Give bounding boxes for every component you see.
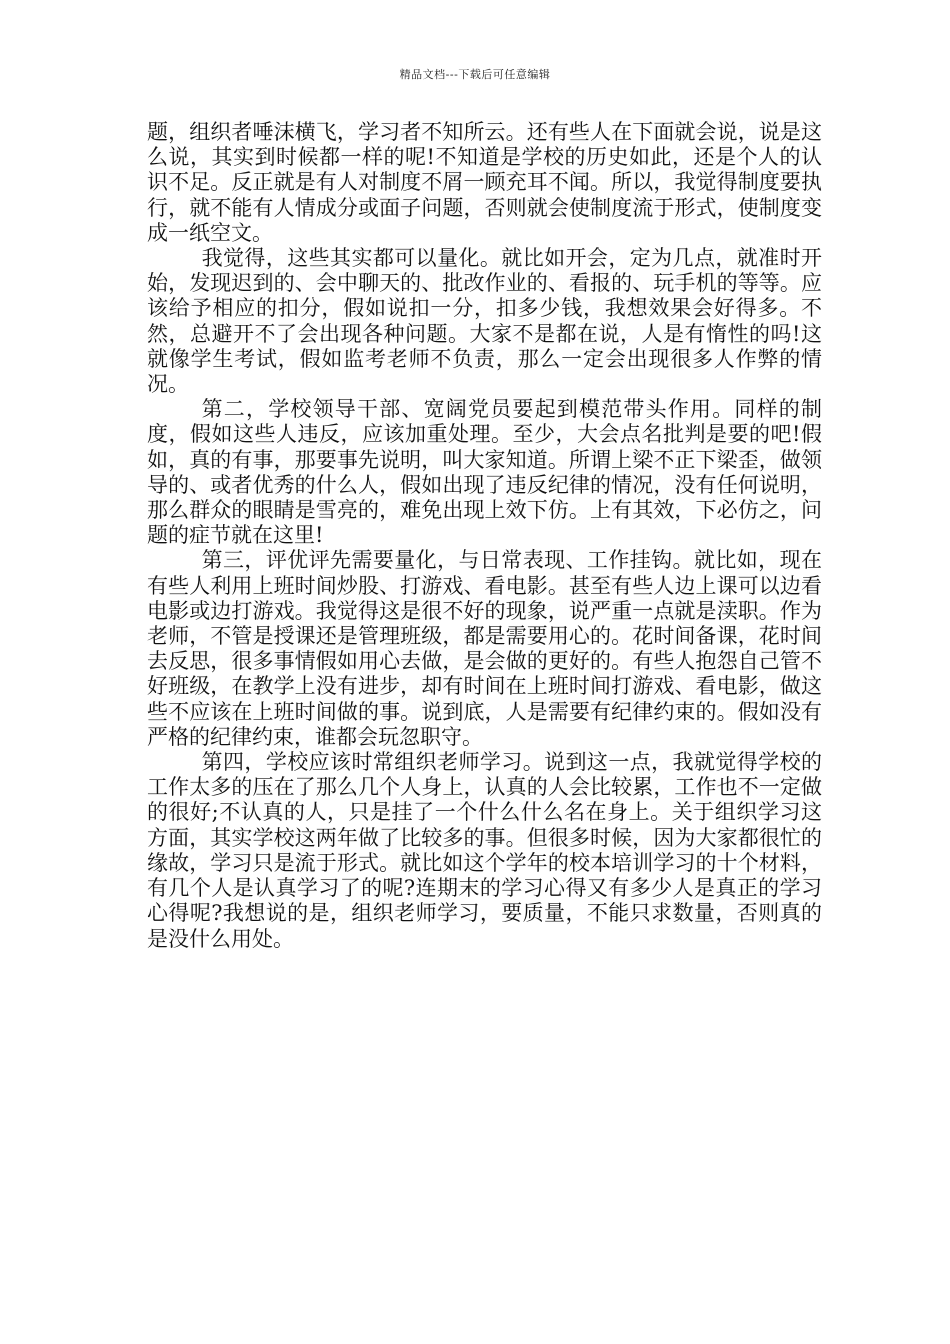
paragraph-quantify: 我觉得，这些其实都可以量化。就比如开会，定为几点，就准时开始，发现迟到的、会中聊天的、批改作业的、看报的、玩手机的等等。应该给予相应的扣分，假如说扣一分，扣多少钱，我想效果会好得多。不然，总避开不了会出现各种问题。大家不是都在说，人是有惰性的吗!这就像学生考试，假如监考老师不负责，那么一定会出现很多人作弊的情况。	[147, 246, 822, 397]
running-header: 精品文档---下载后可任意编辑	[399, 68, 551, 81]
paragraph-point-two: 第二，学校领导干部、宽阔党员要起到模范带头作用。同样的制度，假如这些人违反，应该加重处理。至少，大会点名批判是要的吧!假如，真的有事，那要事先说明，叫大家知道。所谓上梁不正下梁歪，做领导的、或者优秀的什么人，假如出现了违反纪律的情况，没有任何说明，那么群众的眼睛是雪亮的，难免出现上效下仿。上有其效，下必仿之，问题的症节就在这里!	[147, 397, 822, 548]
document-body	[147, 120, 822, 952]
paragraph-point-four: 第四，学校应该时常组织老师学习。说到这一点，我就觉得学校的工作太多的压在了那么几个人身上，认真的人会比较累，工作也不一定做的很好;不认真的人，只是挂了一个什么什么名在身上。关于组织学习这方面，其实学校这两年做了比较多的事。但很多时候，因为大家都很忙的缘故，学习只是流于形式。就比如这个学年的校本培训学习的十个材料，有几个人是认真学习了的呢?连期末的学习心得又有多少人是真正的学习心得呢?我想说的是，组织老师学习，要质量，不能只求数量，否则真的是没什么用处。	[147, 750, 822, 951]
paragraph-continuation: 题，组织者唾沫横飞，学习者不知所云。还有些人在下面就会说，说是这么说，其实到时候都一样的呢!不知道是学校的历史如此，还是个人的认识不足。反正就是有人对制度不屑一顾充耳不闻。所以，我觉得制度要执行，就不能有人情成分或面子问题，否则就会使制度流于形式，使制度变成一纸空文。	[147, 120, 822, 245]
paragraph-point-three: 第三，评优评先需要量化，与日常表现、工作挂钩。就比如，现在有些人利用上班时间炒股、打游戏、看电影。甚至有些人边上课可以边看电影或边打游戏。我觉得这是很不好的现象，说严重一点就是渎职。作为老师，不管是授课还是管理班级，都是需要用心的。花时间备课，花时间去反思，很多事情假如用心去做，是会做的更好的。有些人抱怨自己管不好班级，在教学上没有进步，却有时间在上班时间打游戏、看电影，做这些不应该在上班时间做的事。说到底，人是需要有纪律约束的。假如没有严格的纪律约束，谁都会玩忽职守。	[147, 548, 822, 749]
